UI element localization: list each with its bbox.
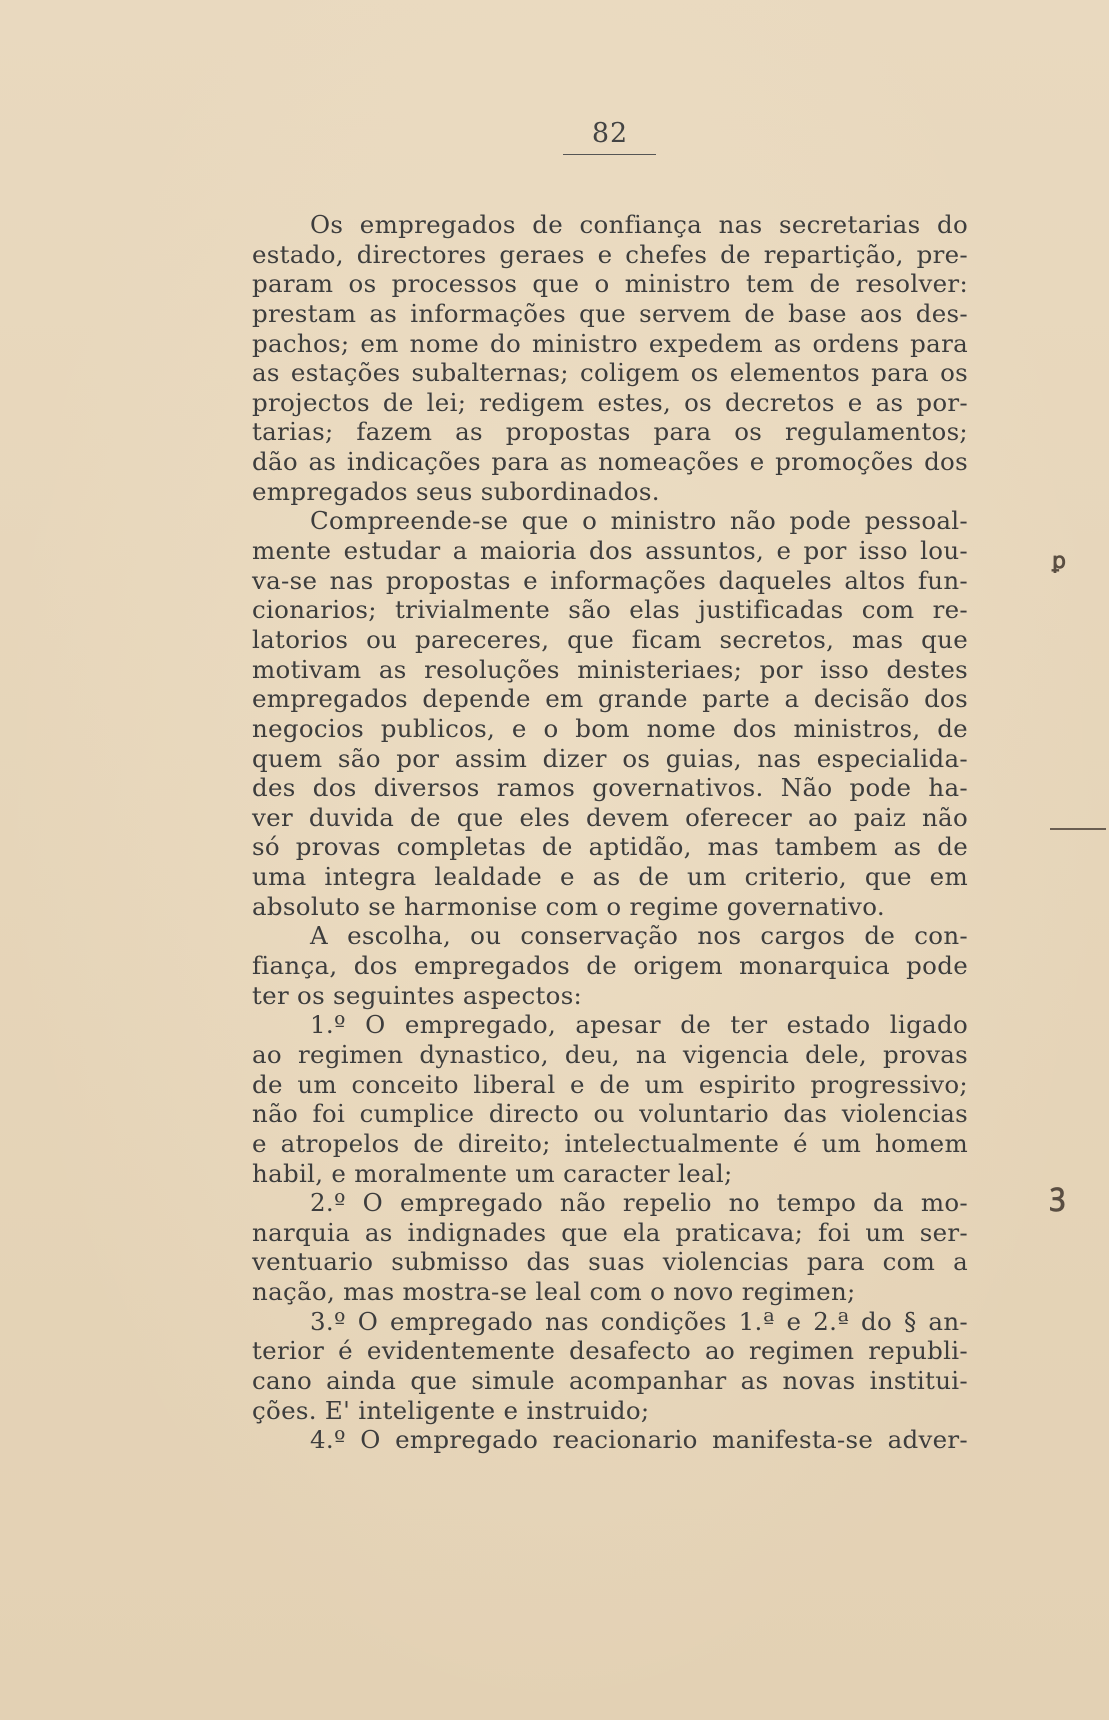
text-line: Os empregados de confiança nas secretarias do <box>310 210 968 239</box>
margin-annotation-mark: ꝫ <box>1050 1177 1066 1212</box>
text-line: cionarios; trivialmente são elas justificadas com re- <box>252 595 968 625</box>
text-line: prestam as informações que servem de base aos des- <box>252 298 968 328</box>
text-line: mente estudar a maioria dos assuntos, e por isso lou- <box>252 536 968 566</box>
text-line: de um conceito liberal e de um espirito progressivo; <box>252 1069 968 1099</box>
text-line: uma integra lealdade e as de um criterio, que em <box>252 862 968 892</box>
text-line: negocios publicos, e o bom nome dos ministros, de <box>252 713 968 743</box>
text-line: latorios ou pareceres, que ficam secretos, mas que <box>252 624 968 654</box>
text-line: A escolha, ou conservação nos cargos de con- <box>310 921 968 951</box>
text-line: e atropelos de direito; intelectualmente é um homem <box>252 1128 968 1158</box>
margin-annotation-mark: ꝑ <box>1052 548 1066 574</box>
text-line: fiança, dos empregados de origem monarquica pode <box>252 951 968 981</box>
text-line: estado, directores geraes e chefes de repartição, pre- <box>252 239 968 269</box>
text-line: pachos; em nome do ministro expedem as ordens para <box>252 328 968 358</box>
text-line: 2.º O empregado não repelio no tempo da mo- <box>310 1188 968 1218</box>
text-line: terior é evidentemente desafecto ao regimen republi- <box>252 1336 968 1366</box>
body-text <box>252 210 968 1455</box>
text-line: cano ainda que simule acompanhar as novas institui- <box>252 1365 968 1395</box>
text-line: ter os seguintes aspectos: <box>252 980 583 1010</box>
page-number: 82 <box>591 118 629 149</box>
text-line: va-se nas propostas e informações daqueles altos fun- <box>252 565 968 595</box>
text-line: des dos diversos ramos governativos. Não pode ha- <box>252 773 968 803</box>
text-line: ver duvida de que eles devem oferecer ao paiz não <box>252 802 968 832</box>
text-line: empregados depende em grande parte a decisão dos <box>252 684 968 714</box>
text-line: 4.º O empregado reacionario manifesta-se adver- <box>310 1425 968 1455</box>
text-line: nação, mas mostra-se leal com o novo regimen; <box>252 1277 856 1307</box>
text-line: param os processos que o ministro tem de resolver: <box>252 269 968 299</box>
text-line: não foi cumplice directo ou voluntario das violencias <box>252 1099 968 1129</box>
text-line: empregados seus subordinados. <box>252 476 660 506</box>
text-line: quem são por assim dizer os guias, nas especialida- <box>252 743 968 773</box>
text-line: narquia as indignades que ela praticava; foi um ser- <box>252 1217 968 1247</box>
text-line: dão as indicações para as nomeações e promoções dos <box>252 447 968 477</box>
text-line: 1.º O empregado, apesar de ter estado ligado <box>310 1010 968 1040</box>
text-line: ventuario submisso das suas violencias para com a <box>252 1247 968 1277</box>
text-line: tarias; fazem as propostas para os regulamentos; <box>252 417 968 447</box>
text-line: as estações subalternas; coligem os elementos para os <box>252 358 968 388</box>
text-line: projectos de lei; redigem estes, os decretos e as por- <box>252 387 968 417</box>
margin-annotation-line <box>1050 828 1106 830</box>
page-number-rule <box>563 154 656 155</box>
text-line: ao regimen dynastico, deu, na vigencia dele, provas <box>252 1039 968 1069</box>
text-line: 3.º O empregado nas condições 1.ª e 2.ª do § an- <box>310 1306 968 1336</box>
text-line: absoluto se harmonise com o regime governativo. <box>252 891 885 921</box>
text-line: habil, e moralmente um caracter leal; <box>252 1158 733 1188</box>
text-line: motivam as resoluções ministeriaes; por isso destes <box>252 654 968 684</box>
text-line: só provas completas de aptidão, mas tambem as de <box>252 832 968 862</box>
text-line: Compreende-se que o ministro não pode pessoal- <box>310 506 968 536</box>
text-line: ções. E' inteligente e instruido; <box>252 1395 650 1425</box>
